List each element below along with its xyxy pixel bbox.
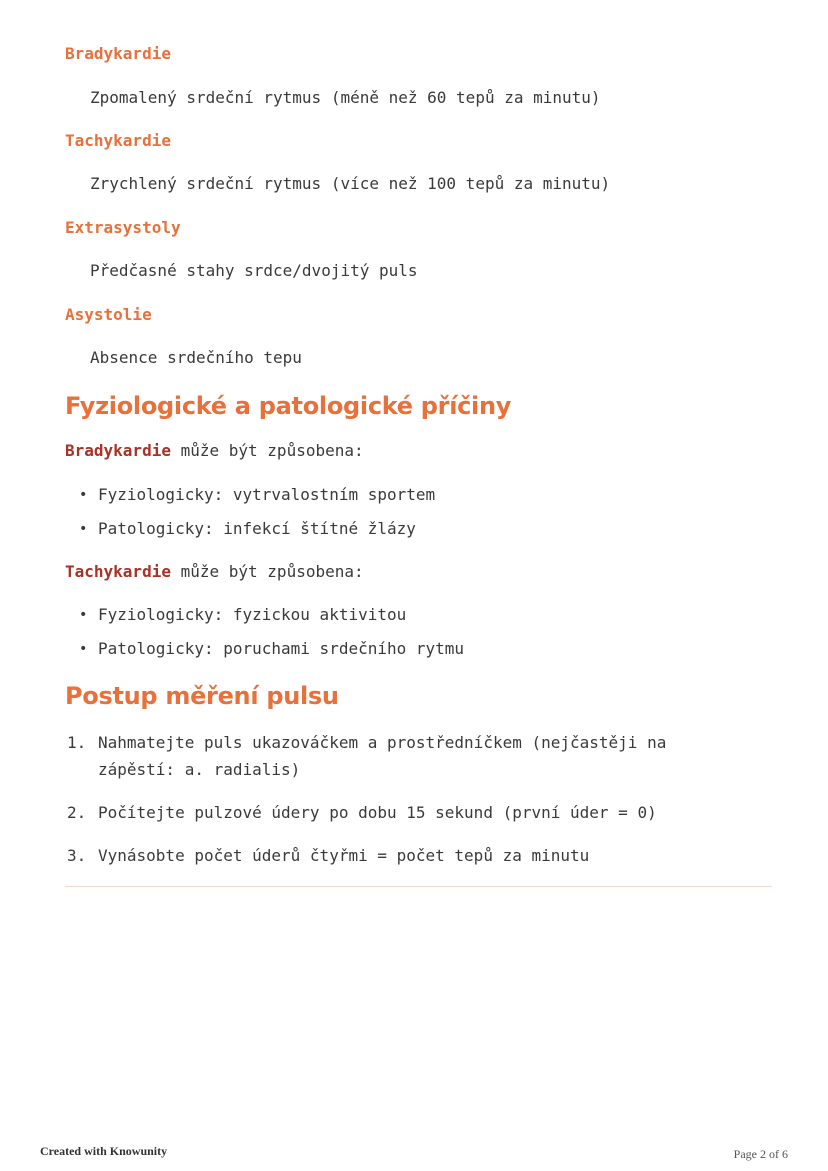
measurement-steps	[65, 729, 745, 869]
step-text: Vynásobte počet úderů čtyřmi = počet tepů za minutu	[98, 846, 590, 865]
definition-term-tachykardie: Tachykardie	[65, 131, 171, 150]
step-number: 1.	[67, 733, 87, 752]
list-item-text: Patologicky: infekcí štítné žlázy	[98, 518, 416, 538]
causes-intro-tachykardie	[65, 562, 364, 581]
definition-text-tachykardie: Zrychlený srdeční rytmus (více než 100 tepů za minutu)	[90, 174, 611, 193]
list-item	[65, 485, 435, 519]
definition-term-bradykardie: Bradykardie	[65, 44, 171, 63]
list-item	[65, 605, 464, 639]
horizontal-divider	[65, 886, 772, 887]
causes-term-bradykardie: Bradykardie	[65, 441, 171, 460]
section-heading-measurement: Postup měření pulsu	[65, 682, 339, 710]
causes-intro-text: může být způsobena:	[170, 441, 364, 460]
step-number: 3.	[67, 846, 87, 865]
bullet-icon: •	[79, 640, 88, 657]
footer-page-number: Page 2 of 6	[733, 1147, 788, 1161]
causes-intro-text: může být způsobena:	[170, 562, 364, 581]
definition-term-asystolie: Asystolie	[65, 305, 152, 324]
list-item	[65, 639, 464, 673]
causes-intro-bradykardie	[65, 441, 364, 460]
causes-term-tachykardie: Tachykardie	[65, 562, 171, 581]
causes-list-bradykardie	[65, 485, 435, 552]
section-heading-causes: Fyziologické a patologické příčiny	[65, 392, 512, 420]
list-item	[65, 519, 435, 553]
definition-text-asystolie: Absence srdečního tepu	[90, 348, 302, 367]
bullet-icon: •	[79, 487, 88, 503]
definition-term-extrasystoly: Extrasystoly	[65, 218, 181, 237]
step-item	[65, 729, 745, 783]
definition-text-bradykardie: Zpomalený srdeční rytmus (méně než 60 tepů za minutu)	[90, 88, 601, 107]
causes-list-tachykardie	[65, 605, 464, 672]
step-item	[65, 842, 745, 869]
step-number: 2.	[67, 803, 87, 822]
definition-text-extrasystoly: Předčasné stahy srdce/dvojitý puls	[90, 261, 418, 280]
step-text: Počítejte pulzové údery po dobu 15 sekund (první úder = 0)	[98, 803, 657, 822]
step-text: Nahmatejte puls ukazováčkem a prostředníčkem (nejčastěji na zápěstí: a. radialis)	[98, 733, 667, 779]
step-item	[65, 799, 745, 826]
list-item-text: Fyziologicky: vytrvalostním sportem	[98, 485, 436, 504]
bullet-icon: •	[79, 607, 88, 623]
list-item-text: Fyziologicky: fyzickou aktivitou	[98, 605, 407, 624]
bullet-icon: •	[79, 520, 88, 537]
footer-created-with: Created with Knowunity	[40, 1144, 168, 1158]
list-item-text: Patologicky: poruchami srdečního rytmu	[98, 638, 465, 658]
